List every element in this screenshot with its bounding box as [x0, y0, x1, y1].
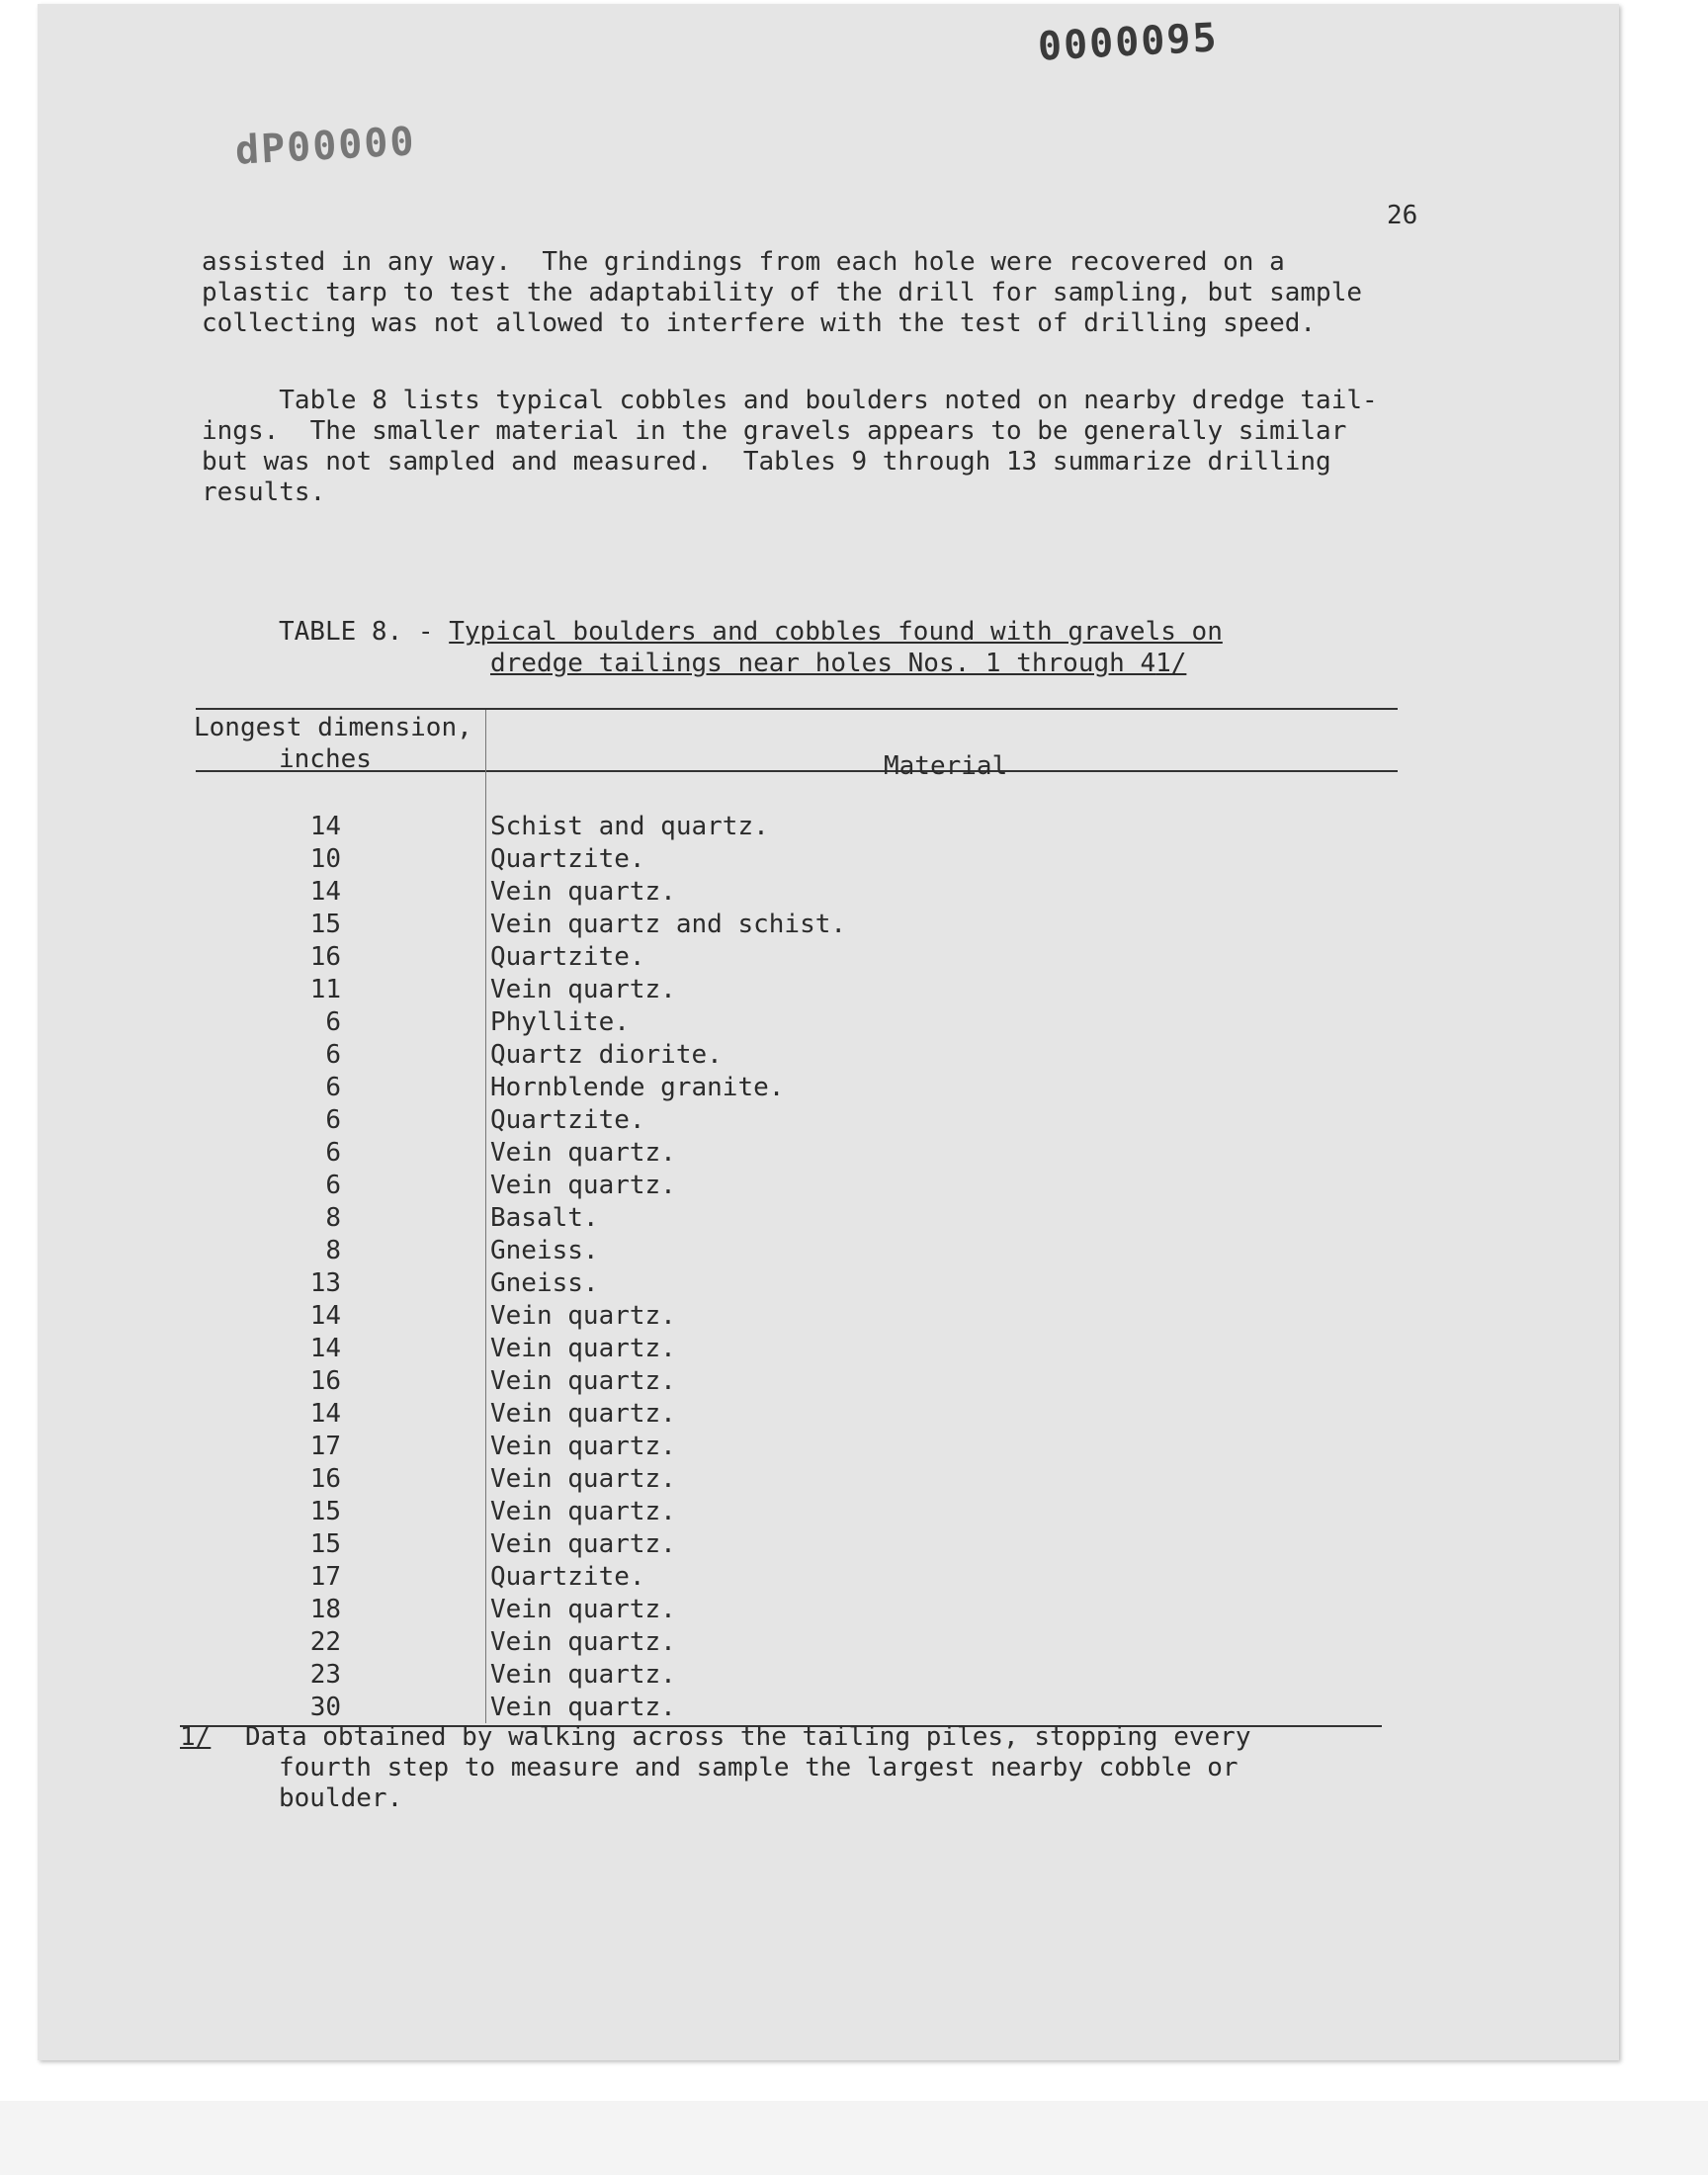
- dimension-cell: 15: [309, 1497, 341, 1526]
- footnote-line-1: Data obtained by walking across the tailing piles, stopping every: [245, 1722, 1251, 1752]
- table-label: TABLE 8. -: [279, 617, 450, 647]
- table-row: [198, 1431, 1384, 1463]
- material-cell: Quartzite.: [490, 942, 645, 972]
- dimension-cell: 6: [325, 1105, 341, 1135]
- dimension-cell: 13: [309, 1268, 341, 1298]
- table-body: [198, 811, 1384, 1724]
- dimension-cell: 17: [309, 1562, 341, 1592]
- table-row: [198, 1006, 1384, 1039]
- table-row: [198, 1072, 1384, 1104]
- table-row: [198, 1333, 1384, 1365]
- dimension-cell: 8: [325, 1203, 341, 1233]
- dimension-cell: 6: [325, 1138, 341, 1168]
- dimension-cell: 22: [309, 1627, 341, 1657]
- dimension-cell: 30: [309, 1693, 341, 1722]
- table-title-footnote-ref: 1/: [1155, 649, 1187, 678]
- dimension-cell: 6: [325, 1171, 341, 1200]
- table-row: [198, 1692, 1384, 1724]
- table-row: [198, 1170, 1384, 1202]
- material-cell: Vein quartz.: [490, 1301, 676, 1331]
- table-row: [198, 1365, 1384, 1398]
- dimension-cell: 16: [309, 1464, 341, 1494]
- table-row: [198, 1104, 1384, 1137]
- material-cell: Vein quartz.: [490, 1138, 676, 1168]
- dimension-cell: 6: [325, 1073, 341, 1102]
- table-row: [198, 1659, 1384, 1692]
- body-paragraph-2: Table 8 lists typical cobbles and boulders noted on nearby dredge tail- ings. The smaller material in the gravels appears to be generally similar but was not sampled and measured. Tables 9 through 13 summarize drilling results.: [202, 386, 1378, 507]
- material-cell: Basalt.: [490, 1203, 599, 1233]
- dimension-cell: 15: [309, 1529, 341, 1559]
- footnote-marker: 1/: [180, 1722, 212, 1752]
- footnote-line-3: boulder.: [279, 1784, 403, 1813]
- dimension-cell: 8: [325, 1236, 341, 1265]
- table-row: [198, 1561, 1384, 1594]
- table-footnote: [180, 1722, 1366, 1814]
- material-cell: Vein quartz.: [490, 1171, 676, 1200]
- dimension-cell: 23: [309, 1660, 341, 1690]
- dimension-cell: 16: [309, 942, 341, 972]
- material-cell: Vein quartz.: [490, 877, 676, 907]
- table-title-line-2: dredge tailings near holes Nos. 1 through 4: [490, 649, 1156, 678]
- material-cell: Quartzite.: [490, 1562, 645, 1592]
- table-row: [198, 1528, 1384, 1561]
- table-row: [198, 1594, 1384, 1626]
- dimension-cell: 11: [309, 975, 341, 1004]
- dimension-cell: 16: [309, 1366, 341, 1396]
- material-cell: Quartz diorite.: [490, 1040, 723, 1070]
- material-cell: Phyllite.: [490, 1007, 630, 1037]
- column-header-material: Material: [884, 751, 1008, 781]
- table-row: [198, 1626, 1384, 1659]
- table-row: [198, 1137, 1384, 1170]
- material-cell: Vein quartz.: [490, 975, 676, 1004]
- dimension-cell: 14: [309, 1334, 341, 1363]
- material-cell: Vein quartz.: [490, 1529, 676, 1559]
- column-header-dimension: [194, 712, 490, 775]
- table-title: [279, 616, 1366, 679]
- table-top-rule: [196, 708, 1398, 710]
- dimension-cell: 6: [325, 1040, 341, 1070]
- column-header-dimension-line-2: inches: [279, 744, 372, 774]
- serial-stamp-left: dP00000: [233, 119, 417, 174]
- table-row: [198, 909, 1384, 941]
- page-number: 26: [1387, 201, 1418, 230]
- dimension-cell: 17: [309, 1432, 341, 1461]
- dimension-cell: 15: [309, 910, 341, 939]
- scanner-bed-strip: [0, 2101, 1708, 2175]
- table-row: [198, 1300, 1384, 1333]
- serial-stamp-top: 0000095: [1036, 15, 1220, 70]
- material-cell: Hornblende granite.: [490, 1073, 785, 1102]
- material-cell: Vein quartz.: [490, 1693, 676, 1722]
- table-title-line-1: Typical boulders and cobbles found with gravels on: [449, 617, 1223, 647]
- table-row: [198, 876, 1384, 909]
- material-cell: Gneiss.: [490, 1236, 599, 1265]
- dimension-cell: 6: [325, 1007, 341, 1037]
- material-cell: Vein quartz and schist.: [490, 910, 847, 939]
- material-cell: Vein quartz.: [490, 1334, 676, 1363]
- material-cell: Vein quartz.: [490, 1497, 676, 1526]
- table-row: [198, 1463, 1384, 1496]
- dimension-cell: 14: [309, 812, 341, 841]
- material-cell: Schist and quartz.: [490, 812, 769, 841]
- table-row: [198, 941, 1384, 974]
- table-row: [198, 1202, 1384, 1235]
- material-cell: Gneiss.: [490, 1268, 599, 1298]
- material-cell: Vein quartz.: [490, 1660, 676, 1690]
- dimension-cell: 14: [309, 1301, 341, 1331]
- body-paragraph-1: assisted in any way. The grindings from each hole were recovered on a plastic tarp to test the adaptability of the drill for sampling, but sample collecting was not allowed to interfere with the test of drilling speed.: [202, 247, 1362, 338]
- dimension-cell: 14: [309, 877, 341, 907]
- material-cell: Vein quartz.: [490, 1464, 676, 1494]
- table-row: [198, 1039, 1384, 1072]
- column-header-dimension-line-1: Longest dimension,: [194, 713, 472, 742]
- table-row: [198, 1267, 1384, 1300]
- material-cell: Vein quartz.: [490, 1399, 676, 1429]
- dimension-cell: 10: [309, 844, 341, 874]
- table-row: [198, 974, 1384, 1006]
- table-row: [198, 1496, 1384, 1528]
- material-cell: Vein quartz.: [490, 1627, 676, 1657]
- material-cell: Quartzite.: [490, 1105, 645, 1135]
- table-row: [198, 1398, 1384, 1431]
- material-cell: Vein quartz.: [490, 1432, 676, 1461]
- table-row: [198, 843, 1384, 876]
- dimension-cell: 18: [309, 1595, 341, 1624]
- dimension-cell: 14: [309, 1399, 341, 1429]
- material-cell: Quartzite.: [490, 844, 645, 874]
- material-cell: Vein quartz.: [490, 1366, 676, 1396]
- table-row: [198, 811, 1384, 843]
- table-row: [198, 1235, 1384, 1267]
- material-cell: Vein quartz.: [490, 1595, 676, 1624]
- footnote-line-2: fourth step to measure and sample the largest nearby cobble or: [279, 1753, 1238, 1783]
